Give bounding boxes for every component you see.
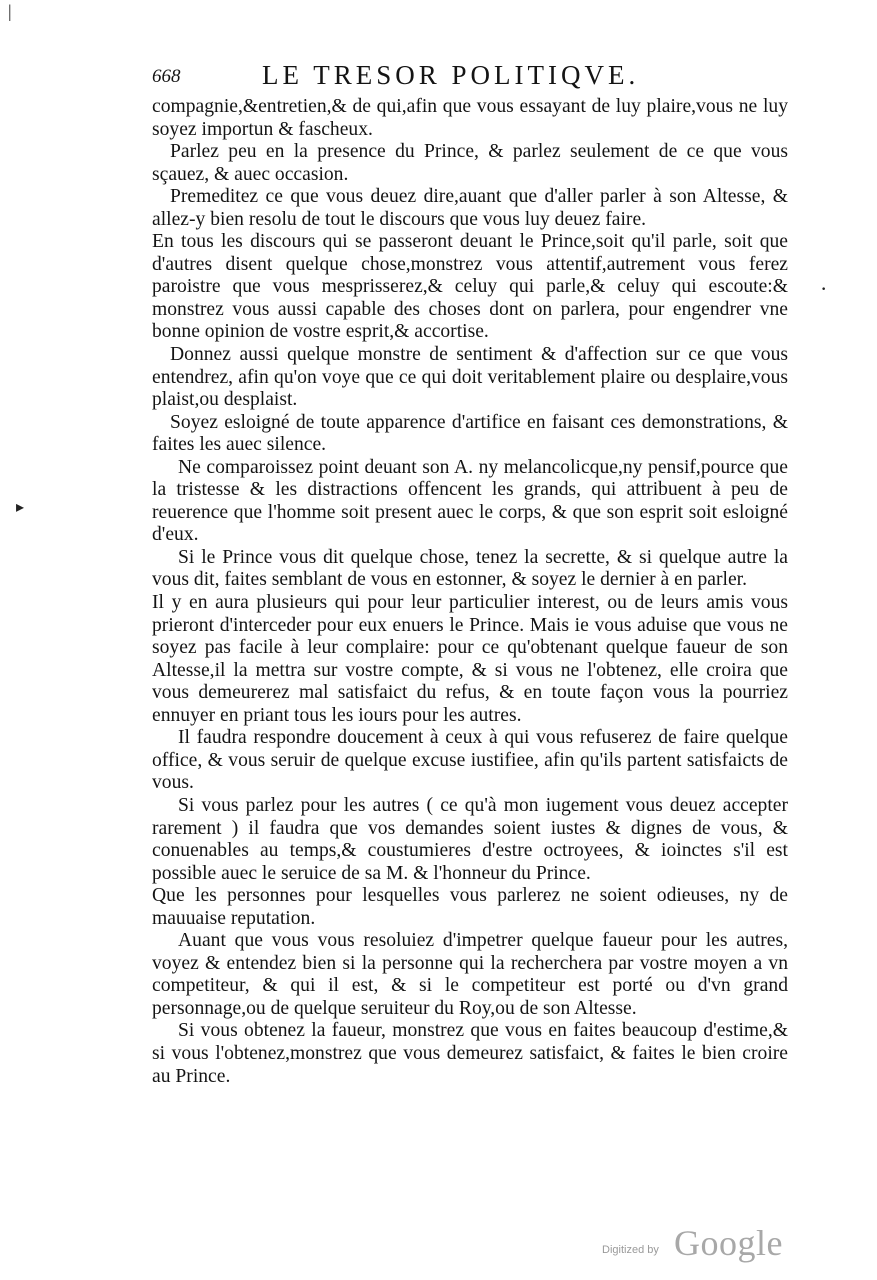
paragraph: Donnez aussi quelque monstre de sentiment & d'affection sur ce que vous entendrez, afin qu'on voye que ce qui doit veritablement plaire ou desplaire,vous plaist,ou desplaist. xyxy=(152,344,788,411)
edge-mark-top-left: | xyxy=(8,1,12,21)
paragraph: Ne comparoissez point deuant son A. ny melancolicque,ny pensif,pource que la tristesse & les distractions offencent les grands, qui attribuent à peu de reuerence que l'homme soit present auec le corps, & que son esprit soit esloigné d'eux. xyxy=(152,456,788,546)
paragraph: Il y en aura plusieurs qui pour leur particulier interest, ou de leurs amis vous prieront d'interceder pour eux enuers le Prince. Mais ie vous aduise que vous ne soyez pas facile à leur complaire: pour ce qu'obtenant quelque faueur de son Altesse,il la mettra sur vostre compte, & si vous ne l'obtenez, elle croira que vous demeurerez mal satisfaict du refus, & en toute façon vous la pourriez ennuyer en priant tous les iours pour les autres. xyxy=(152,592,788,726)
edge-mark-right: · xyxy=(820,276,828,301)
paragraph: Si le Prince vous dit quelque chose, tenez la secrette, & si quelque autre la vous dit, faites semblant de vous en estonner, & soyez le dernier à en parler. xyxy=(152,546,788,591)
paragraph: compagnie,&entretien,& de qui,afin que vous essayant de luy plaire,vous ne luy soyez importun & fascheux. xyxy=(152,96,788,140)
paragraph: Auant que vous vous resoluiez d'impetrer quelque faueur pour les autres, voyez & entendez bien si la personne qui la recherchera par vostre moyen a vn competiteur, & qui il est, & si le competiteur est porté ou d'vn grand personnage,ou de quelque seruiteur du Roy,ou de son Altesse. xyxy=(152,930,788,1019)
paragraph: Parlez peu en la presence du Prince, & parlez seulement de ce que vous sçauez, & auec occasion. xyxy=(152,141,788,185)
page-header xyxy=(152,60,802,96)
paragraph: Si vous parlez pour les autres ( ce qu'à mon iugement vous deuez accepter rarement ) il faudra que vos demandes soient iustes & dignes de vous, & conuenables au temps,& coustumieres d'estre octroyees, & ioinctes s'il est possible auec le seruice de sa M. & l'honneur du Prince. xyxy=(152,794,788,884)
running-head: LE TRESOR POLITIQVE. xyxy=(262,60,640,90)
paragraph: Soyez esloigné de toute apparence d'artifice en faisant ces demonstrations, & faites les auec silence. xyxy=(152,411,788,456)
page-number: 668 xyxy=(152,66,181,87)
paragraph: Il faudra respondre doucement à ceux à qui vous refuserez de faire quelque office, & vous seruir de quelque excuse iustifiee, afin qu'ils partent satisfaicts de vous. xyxy=(152,727,788,794)
paragraph: Premeditez ce que vous deuez dire,auant que d'aller parler à son Altesse, & allez-y bien resolu de tout le discours que vous luy deuez faire. xyxy=(152,186,788,230)
paragraph: Si vous obtenez la faueur, monstrez que vous en faites beaucoup d'estime,& si vous l'obtenez,monstrez que vous demeurez satisfaict, & faites le bien croire au Prince. xyxy=(152,1020,788,1087)
digitized-by-google-mark xyxy=(602,1223,792,1266)
edge-mark-left: ▸ xyxy=(16,499,25,516)
body-text xyxy=(152,96,788,1088)
paragraph: Que les personnes pour lesquelles vous parlerez ne soient odieuses, ny de mauuaise reputation. xyxy=(152,885,788,929)
paragraph: En tous les discours qui se passeront deuant le Prince,soit qu'il parle, soit que d'autres disent quelque chose,monstrez vous attentif,autrement vous ferez paroistre que vous mesprisserez,& celuy qui parle,& celuy qui escoute:& monstrez vous aussi capable des choses dont on parlera, pour engendrer vne bonne opinion de vostre esprit,& accortise. xyxy=(152,231,788,343)
digitized-label: Digitized by xyxy=(602,1244,659,1256)
google-wordmark: Google xyxy=(674,1223,783,1263)
